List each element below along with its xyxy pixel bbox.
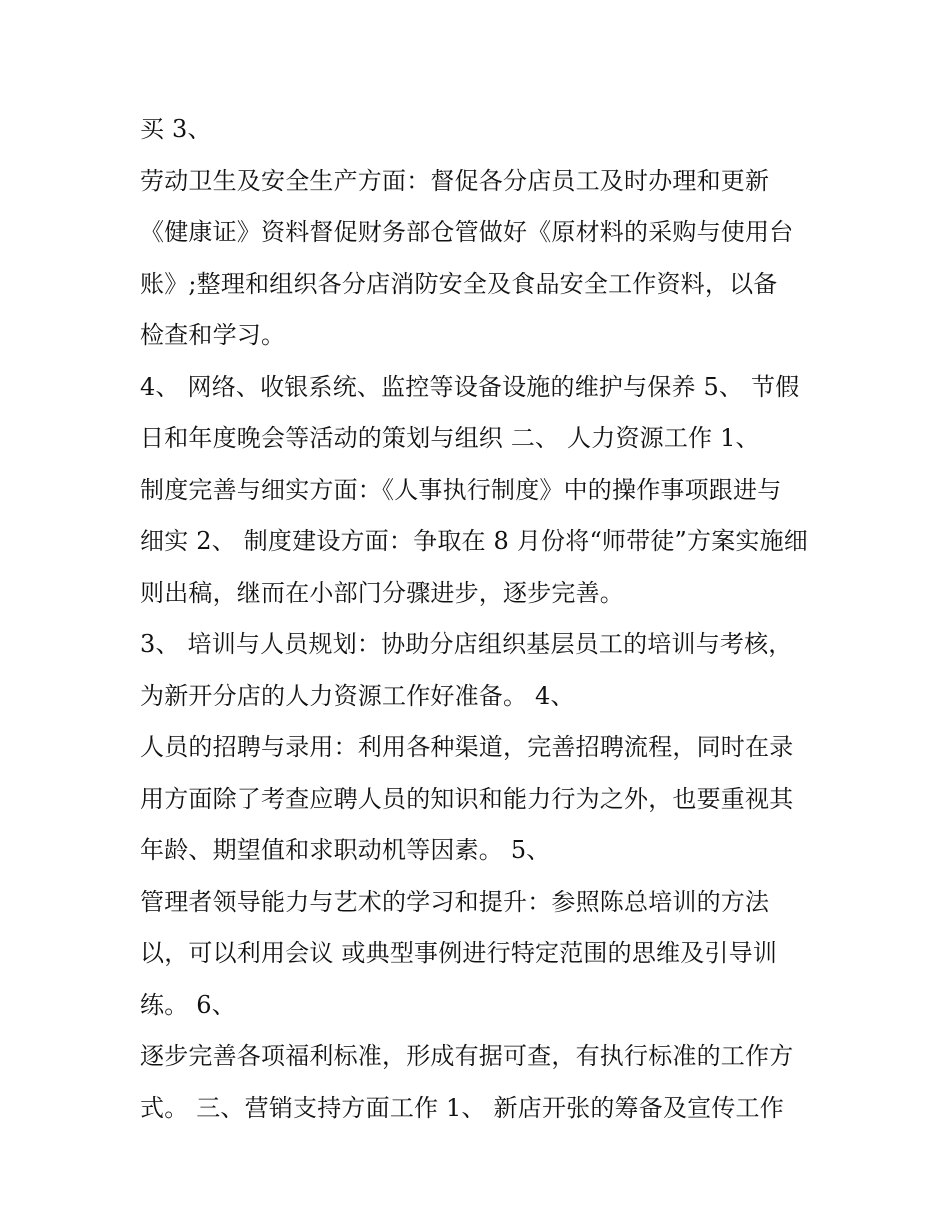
- text-line: 细实 2、 制度建设方面：争取在 8 月份将“师带徒”方案实施细: [140, 527, 808, 555]
- text-line: 《健康证》资料督促财务部仓管做好《原材料的采购与使用台: [140, 218, 794, 246]
- text-line: 以，可以利用会议 或典型事例进行特定范围的思维及引导训: [140, 939, 778, 967]
- text-line: 逐步完善各项福利标准，形成有据可查，有执行标准的工作方: [140, 1042, 794, 1070]
- text-line: 3、 培训与人员规划：协助分店组织基层员工的培训与考核，: [140, 630, 793, 658]
- document-body: [140, 104, 820, 1134]
- text-line: 买 3、: [140, 115, 212, 143]
- text-line: 练。 6、: [140, 990, 236, 1019]
- text-line: 式。 三、营销支持方面工作 1、 新店开张的筹备及宣传工作: [140, 1093, 784, 1122]
- text-line: 人员的招聘与录用：利用各种渠道，完善招聘流程，同时在录: [140, 733, 794, 761]
- text-line: 检查和学习。: [140, 321, 286, 349]
- text-line: 劳动卫生及安全生产方面：督促各分店员工及时办理和更新: [140, 166, 770, 195]
- text-line: 为新开分店的人力资源工作好准备。 4、: [140, 681, 575, 710]
- text-line: 则出稿，继而在小部门分骤进步，逐步完善。: [140, 578, 624, 607]
- text-line: 用方面除了考查应聘人员的知识和能力行为之外，也要重视其: [140, 784, 794, 813]
- text-line: 年龄、期望值和求职动机等因素。 5、: [140, 836, 551, 864]
- text-line: 制度完善与细实方面：《人事执行制度》中的操作事项跟进与: [140, 475, 782, 504]
- text-line: 管理者领导能力与艺术的学习和提升：参照陈总培训的方法: [140, 887, 770, 916]
- text-line: 4、 网络、收银系统、监控等设备设施的维护与保养 5、 节假: [140, 372, 800, 401]
- text-line: 账》;整理和组织各分店消防安全及食品安全工作资料，以备: [140, 269, 778, 298]
- text-line: 日和年度晚会等活动的策划与组织 二、 人力资源工作 1、: [140, 424, 760, 452]
